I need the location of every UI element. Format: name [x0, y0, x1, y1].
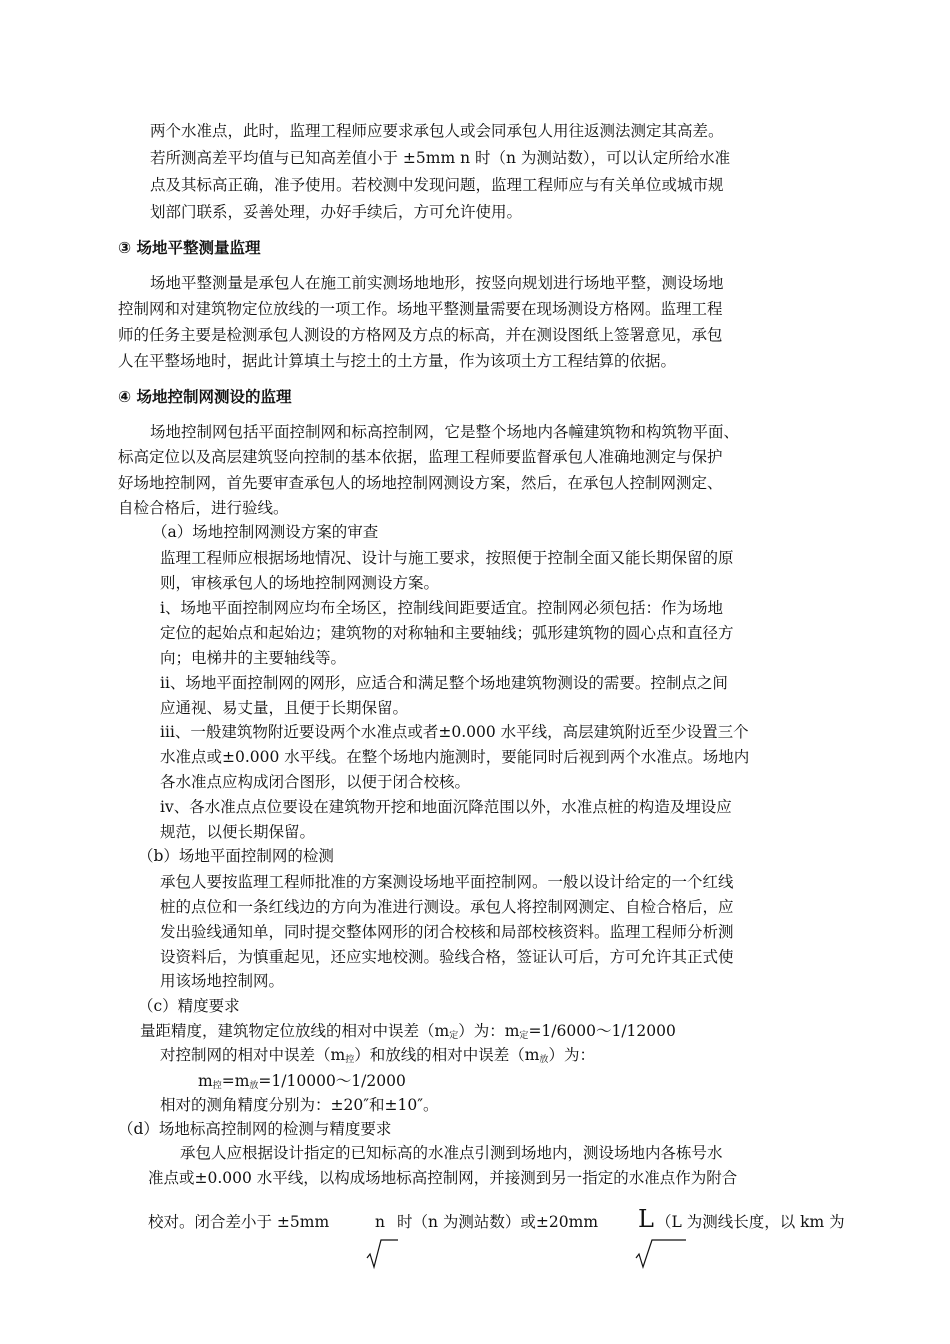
text-line: 场地平整测量是承包人在施工前实测场地地形，按竖向规划进行场地平整，测设场地 [150, 274, 724, 292]
text-line: 用该场地控制网。 [160, 972, 285, 990]
text-line: 校对。闭合差小于 ±5mm [148, 1213, 330, 1231]
text-line: ⅳ、各水准点点位要设在建筑物开挖和地面沉降范围以外，水准点桩的构造及埋设应 [160, 798, 732, 816]
text-line: 划部门联系，妥善处理，办好手续后，方可允许使用。 [150, 203, 523, 221]
text-line: 设资料后，为慎重起见，还应实地校测。验线合格，签证认可后，方可允许其正式使 [160, 948, 734, 966]
subscript: 定 [449, 1031, 459, 1041]
formula-text: ）为：m [458, 1022, 520, 1040]
subscript: 放 [249, 1081, 259, 1091]
text-line: 标高定位以及高层建筑竖向控制的基本依据，监理工程师要监督承包人准确地测定与保护 [118, 448, 723, 466]
text-line: 点及其标高正确，准予使用。若校测中发现问题，监理工程师应与有关单位或城市规 [150, 176, 724, 194]
formula-text: m [198, 1072, 213, 1090]
subsection-heading: （a）场地控制网测设方案的审查 [152, 523, 379, 541]
text-line: 监理工程师应根据场地情况、设计与施工要求，按照便于控制全面又能长期保留的原 [160, 549, 734, 567]
text-line: 水准点或±0.000 水平线。在整个场地内施测时，要能同时后视到两个水准点。场地内 [160, 748, 750, 766]
text-line: 两个水准点，此时，监理工程师应要求承包人或会同承包人用往返测法测定其高差。 [150, 122, 724, 140]
subsection-heading: （c）精度要求 [138, 997, 240, 1015]
subsection-heading: （d）场地标高控制网的检测与精度要求 [118, 1120, 392, 1138]
square-root-symbol [365, 1236, 401, 1270]
subsection-heading: （b）场地平面控制网的检测 [138, 847, 334, 865]
text-line: 规范，以便长期保留。 [160, 823, 316, 841]
subscript: 放 [539, 1055, 549, 1065]
text-line: 各水准点应构成闭合图形，以便于闭合校核。 [160, 773, 471, 791]
text-line: 定位的起始点和起始边；建筑物的对称轴和主要轴线；弧形建筑物的圆心点和直径方 [160, 624, 734, 642]
formula-text: 对控制网的相对中误差（m [160, 1046, 346, 1064]
formula-variable: n [375, 1213, 385, 1231]
formula-line [198, 1070, 406, 1097]
subscript: 控 [212, 1081, 222, 1091]
text-line: 好场地控制网，首先要审查承包人的场地控制网测设方案，然后，在承包人控制网测定、 [118, 474, 723, 492]
text-line: 准点或±0.000 水平线，以构成场地标高控制网，并接测到另一指定的水准点作为附合 [148, 1169, 738, 1187]
formula-variable: L [638, 1205, 654, 1233]
text-line: 人在平整场地时，据此计算填土与挖土的土方量，作为该项土方工程结算的依据。 [118, 352, 677, 370]
text-line: 应通视、易丈量，且便于长期保留。 [160, 699, 409, 717]
subscript: 控 [345, 1055, 355, 1065]
formula-text: =m [221, 1072, 250, 1090]
text-line: 发出验线通知单，同时提交整体网形的闭合校核和局部校核资料。监理工程师分析测 [160, 923, 734, 941]
text-line: 时（n 为测站数）或±20mm [397, 1213, 599, 1231]
text-line: 向；电梯井的主要轴线等。 [160, 649, 347, 667]
text-line: 自检合格后，进行验线。 [118, 499, 289, 517]
formula-text: =1/10000～1/2000 [258, 1072, 406, 1090]
text-line: 承包人应根据设计指定的已知标高的水准点引测到场地内，测设场地内各栋号水 [180, 1144, 723, 1162]
text-line: 若所测高差平均值与已知高差值小于 ±5mm n 时（n 为测站数），可以认定所给水准 [150, 149, 731, 167]
formula-text: ）和放线的相对中误差（m [354, 1046, 540, 1064]
text-line: 相对的测角精度分别为：±20″和±10″。 [160, 1096, 439, 1114]
text-line: 承包人要按监理工程师批准的方案测设场地平面控制网。一般以设计给定的一个红线 [160, 873, 734, 891]
formula-text: =1/6000～1/12000 [528, 1022, 676, 1040]
text-line: 桩的点位和一条红线边的方向为准进行测设。承包人将控制网测定、自检合格后，应 [160, 898, 734, 916]
text-line: （L 为测线长度，以 km 为 [656, 1213, 845, 1231]
formula-line [140, 1020, 676, 1047]
text-line: 场地控制网包括平面控制网和标高控制网，它是整个场地内各幢建筑物和构筑物平面、 [150, 423, 740, 441]
section-heading: ③ 场地平整测量监理 [118, 239, 261, 257]
text-line: ⅱ、场地平面控制网的网形，应适合和满足整个场地建筑物测设的需要。控制点之间 [160, 674, 728, 692]
text-line: 控制网和对建筑物定位放线的一项工作。场地平整测量需要在现场测设方格网。监理工程 [118, 300, 723, 318]
formula-text: 量距精度，建筑物定位放线的相对中误差（m [140, 1022, 450, 1040]
text-line: 师的任务主要是检测承包人测设的方格网及方点的标高，并在测设图纸上签署意见，承包 [118, 326, 723, 344]
text-line: ⅲ、一般建筑物附近要设两个水准点或者±0.000 水平线，高层建筑附近至少设置三个 [160, 723, 749, 741]
square-root-symbol [634, 1236, 690, 1270]
text-line: ⅰ、场地平面控制网应均布全场区，控制线间距要适宜。控制网必须包括：作为场地 [160, 599, 723, 617]
subscript: 定 [519, 1031, 529, 1041]
formula-text: ）为： [548, 1046, 595, 1064]
text-line: 则，审核承包人的场地控制网测设方案。 [160, 574, 440, 592]
formula-line [160, 1044, 595, 1071]
section-heading: ④ 场地控制网测设的监理 [118, 388, 292, 406]
